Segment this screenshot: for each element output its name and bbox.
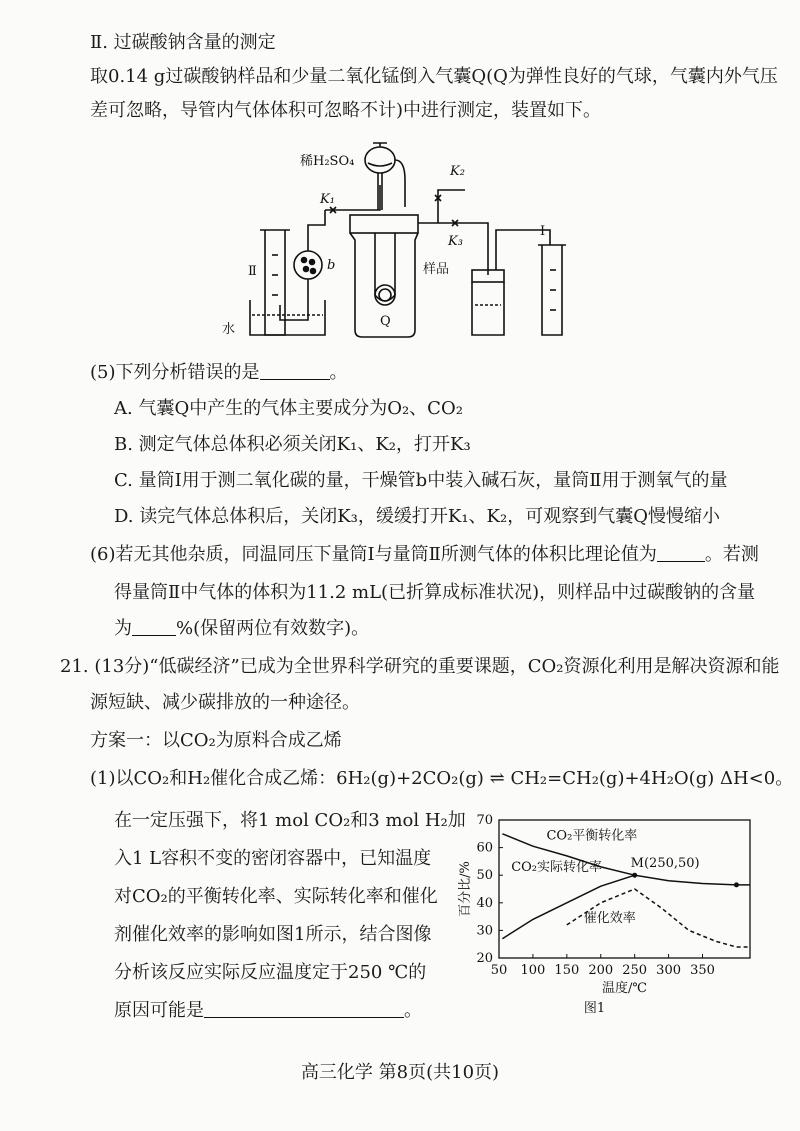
y-tick-label: 70: [476, 813, 493, 828]
x-tick-label: 150: [554, 963, 580, 978]
tube-b-label: b: [327, 258, 336, 273]
intro-line-1: 取0.14 g过碳酸钠样品和少量二氧化锰倒入气囊Q(Q为弹性良好的气球，气囊内外气压: [90, 66, 778, 87]
drying-tube-b: [280, 210, 325, 320]
q21-sub-1: (1)以CO₂和H₂催化合成乙烯：6H₂(g)+2CO₂(g) ⇌ CH₂=CH₂(g)+4H₂O(g) ΔH<0。: [90, 768, 794, 789]
series-label-actual: CO₂实际转化率: [511, 860, 603, 876]
intro-line-2: 差可忽略，导管内气体体积可忽略不计)中进行测定，装置如下。: [90, 100, 602, 121]
figure-1-chart: [455, 808, 775, 1018]
chart-labels: [458, 828, 700, 1016]
q21-para-6: 原因可能是 。: [114, 1000, 422, 1021]
y-tick-label: 50: [476, 868, 493, 884]
q5-option-c: C. 量筒Ⅰ用于测二氧化碳的量，干燥管b中装入碱石灰，量筒Ⅱ用于测氧气的量: [114, 470, 728, 491]
separatory-funnel: [365, 143, 405, 210]
series-label-efficiency: 催化效率: [583, 911, 636, 927]
q21-para-4: 剂催化效率的影响如图1所示，结合图像: [114, 924, 432, 945]
y-tick-label: 30: [476, 923, 493, 939]
sample-label: 样品: [423, 262, 450, 277]
page-footer: 高三化学 第8页(共10页): [300, 1062, 500, 1083]
y-tick-label: 20: [476, 951, 493, 966]
q21-para-5: 分析该反应实际反应温度定于250 ℃的: [114, 962, 427, 983]
q21-line-1: 21. (13分)“低碳经济”已成为全世界科学研究的重要课题，CO₂资源化利用是解决资源和能: [60, 656, 780, 677]
water-label: 水: [222, 322, 236, 337]
q21-para-2: 入1 L容积不变的密闭容器中，已知温度: [114, 848, 432, 869]
x-tick-label: 350: [690, 963, 715, 978]
point-m-marker: [632, 873, 637, 878]
cylinder-ii-label: Ⅱ: [248, 264, 257, 279]
q21-reason-blank[interactable]: [204, 999, 404, 1018]
k2-label: K₂: [450, 164, 465, 179]
series-label-equilibrium: CO₂平衡转化率: [546, 828, 638, 844]
x-tick-label: 50: [490, 963, 508, 978]
section-heading: Ⅱ. 过碳酸钠含量的测定: [90, 32, 276, 53]
q5-option-d: D. 读完气体总体积后，关闭K₃，缓缓打开K₁、K₂，可观察到气囊Q慢慢缩小: [114, 506, 720, 527]
q6-line-3: 为 %(保留两位有效数字)。: [114, 618, 370, 639]
q21-para-3: 对CO₂的平衡转化率、实际转化率和催化: [114, 886, 438, 907]
water-trough: [250, 300, 325, 335]
q5-option-b: B. 测定气体总体积必须关闭K₁、K₂，打开K₃: [114, 434, 471, 455]
y-axis-label: 百分比/%: [458, 861, 473, 917]
end-point-marker: [734, 882, 739, 887]
q5-stem: (5)下列分析错误的是 。: [90, 362, 348, 383]
x-tick-label: 300: [656, 963, 682, 978]
annotation-m: M(250,50): [630, 856, 700, 872]
y-tick-label: 60: [476, 840, 493, 856]
q6-ratio-blank[interactable]: [657, 543, 705, 562]
apparatus-diagram: [220, 135, 580, 350]
q5-answer-blank[interactable]: [260, 361, 330, 380]
figure-caption: 图1: [583, 1001, 606, 1016]
x-tick-label: 200: [588, 963, 614, 978]
chart-series: [502, 834, 750, 947]
q21-plan-1: 方案一：以CO₂为原料合成乙烯: [90, 730, 342, 751]
q21-line-2: 源短缺、减少碳排放的一种途径。: [90, 692, 360, 713]
cylinder-i-label: Ⅰ: [540, 224, 546, 239]
x-tick-label: 100: [520, 963, 546, 978]
cylinder-i: [538, 245, 566, 335]
bag-q-label: Q: [380, 314, 391, 329]
series-line-2: [502, 875, 634, 939]
q6-percent-blank[interactable]: [132, 617, 176, 636]
y-tick-label: 40: [476, 895, 493, 911]
q6-line-1: (6)若无其他杂质，同温同压下量筒Ⅰ与量筒Ⅱ所测气体的体积比理论值为 。若测: [90, 544, 759, 565]
k1-label: K₁: [320, 192, 335, 207]
x-axis-label: 温度/℃: [602, 981, 647, 996]
acid-label: 稀H₂SO₄: [300, 154, 355, 169]
q5-option-a: A. 气囊Q中产生的气体主要成分为O₂、CO₂: [114, 398, 463, 419]
q6-line-2: 得量筒Ⅱ中气体的体积为11.2 mL(已折算成标准状况)，则样品中过碳酸钠的含量: [114, 582, 756, 603]
k2-branch: [435, 190, 465, 223]
x-tick-label: 250: [622, 963, 648, 978]
q21-para-1: 在一定压强下，将1 mol CO₂和3 mol H₂加: [114, 810, 466, 831]
k3-label: K₃: [448, 234, 463, 249]
